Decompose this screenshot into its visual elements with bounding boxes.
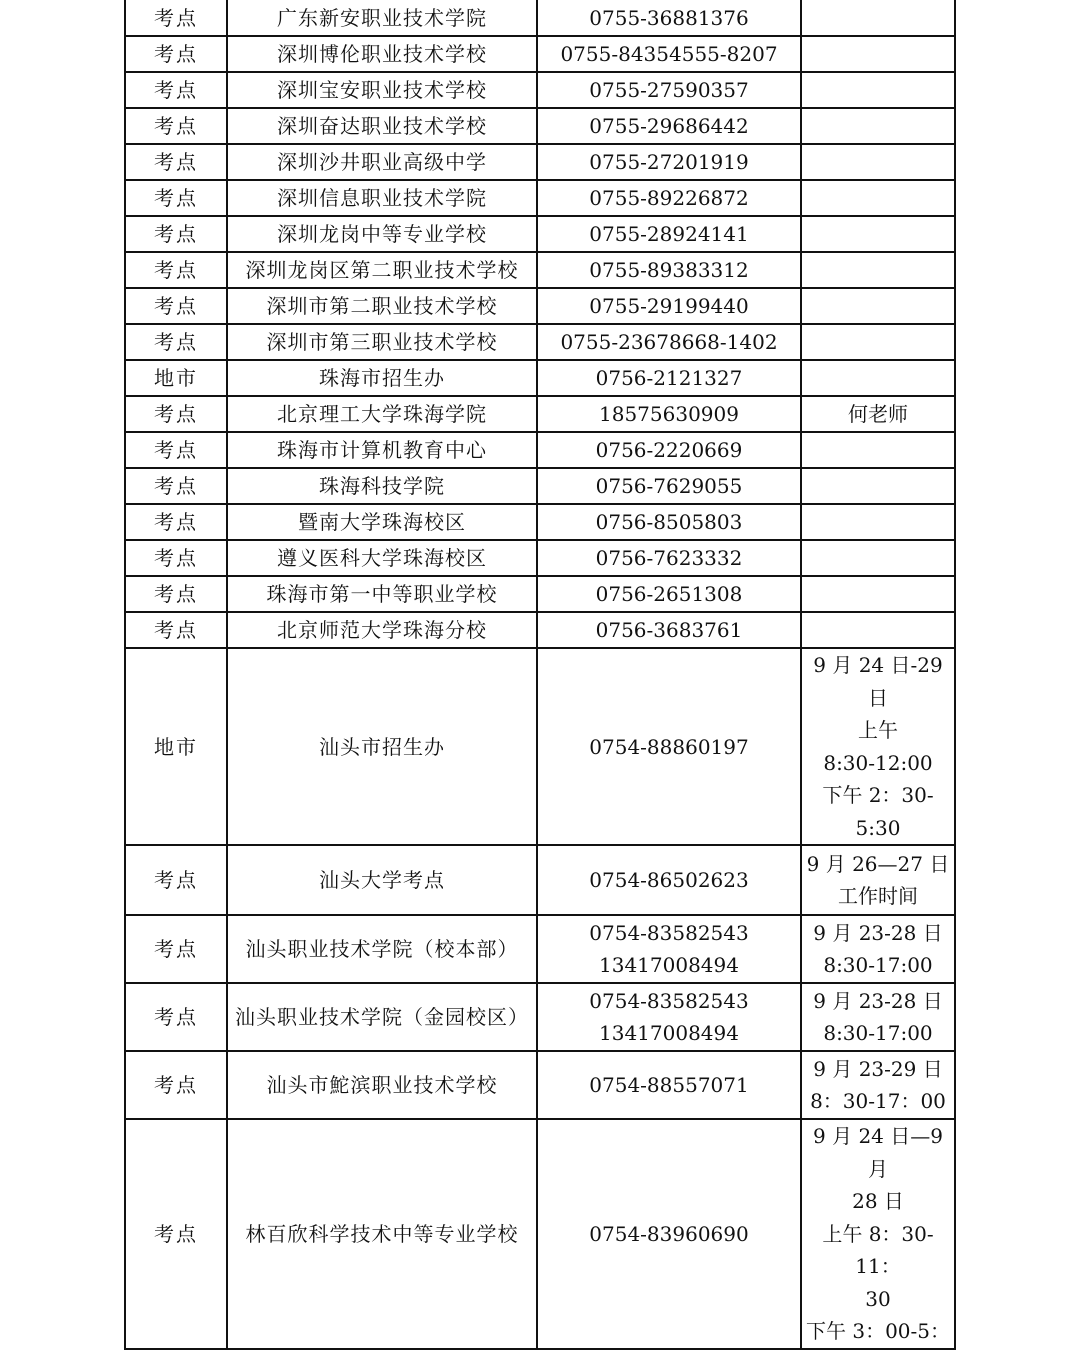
cell-institution-name: 深圳市第二职业技术学校 [227, 288, 537, 324]
cell-institution-name: 北京理工大学珠海学院 [227, 396, 537, 432]
cell-note [801, 288, 955, 324]
phone-number: 0755-29199440 [589, 294, 749, 318]
cell-note [801, 324, 955, 360]
table-row [125, 144, 955, 180]
cell-type: 考点 [125, 144, 227, 180]
cell-institution-name: 深圳宝安职业技术学校 [227, 72, 537, 108]
cell-phone [537, 576, 801, 612]
phone-number: 0755-89226872 [589, 186, 749, 210]
cell-note [801, 36, 955, 72]
cell-institution-name: 汕头市鮀滨职业技术学校 [227, 1051, 537, 1119]
cell-note [801, 845, 955, 915]
table-row [125, 72, 955, 108]
phone-number: 0755-27201919 [589, 150, 749, 174]
phone-number: 18575630909 [599, 402, 739, 426]
cell-type: 考点 [125, 845, 227, 915]
cell-institution-name: 汕头职业技术学院（金园校区） [227, 983, 537, 1051]
cell-institution-name: 广东新安职业技术学院 [227, 0, 537, 36]
phone-number: 0756-2651308 [595, 582, 743, 606]
cell-institution-name: 珠海市计算机教育中心 [227, 432, 537, 468]
note-line: 上午 8：30-11： [822, 1221, 934, 1278]
note-line: 何老师 [848, 401, 908, 426]
cell-note [801, 612, 955, 648]
phone-number: 0756-2220669 [595, 438, 743, 462]
cell-type: 考点 [125, 36, 227, 72]
note-line: 下午 3：00-5： [805, 1319, 950, 1343]
phone-number: 0754-83960690 [589, 1221, 749, 1246]
cell-type: 考点 [125, 432, 227, 468]
cell-type: 考点 [125, 72, 227, 108]
phone-number: 0755-28924141 [589, 222, 749, 246]
cell-phone [537, 324, 801, 360]
note-line: 8:30-12:00 [823, 750, 933, 775]
note-line: 30 [865, 1286, 891, 1311]
cell-phone [537, 983, 801, 1051]
cell-institution-name: 汕头大学考点 [227, 845, 537, 915]
phone-number: 0755-27590357 [589, 78, 749, 102]
table-row [125, 324, 955, 360]
cell-phone [537, 36, 801, 72]
table-row [125, 1051, 955, 1119]
cell-note [801, 983, 955, 1051]
cell-phone [537, 288, 801, 324]
phone-number: 0756-7629055 [595, 474, 743, 498]
table-row [125, 432, 955, 468]
cell-phone [537, 108, 801, 144]
cell-note [801, 180, 955, 216]
exam-contact-table [124, 0, 956, 1350]
cell-phone [537, 1119, 801, 1349]
table-row [125, 396, 955, 432]
cell-institution-name: 遵义医科大学珠海校区 [227, 540, 537, 576]
cell-phone [537, 180, 801, 216]
cell-note [801, 0, 955, 36]
cell-type: 考点 [125, 1119, 227, 1349]
table-row [125, 180, 955, 216]
table-row [125, 845, 955, 915]
cell-institution-name: 深圳市第三职业技术学校 [227, 324, 537, 360]
cell-institution-name: 珠海科技学院 [227, 468, 537, 504]
table-row [125, 252, 955, 288]
cell-type: 考点 [125, 504, 227, 540]
cell-note [801, 468, 955, 504]
cell-institution-name: 汕头职业技术学院（校本部） [227, 915, 537, 983]
note-line: 9 月 24 日-29 日 [813, 653, 943, 710]
table-row [125, 983, 955, 1051]
cell-institution-name: 深圳博伦职业技术学校 [227, 36, 537, 72]
cell-type: 考点 [125, 576, 227, 612]
cell-institution-name: 深圳龙岗中等专业学校 [227, 216, 537, 252]
cell-note [801, 576, 955, 612]
table-row [125, 504, 955, 540]
note-line: 上午 [858, 718, 898, 742]
phone-number: 0755-84354555-8207 [560, 42, 778, 66]
cell-type: 考点 [125, 108, 227, 144]
cell-type: 地市 [125, 360, 227, 396]
cell-phone [537, 144, 801, 180]
table-row [125, 0, 955, 36]
cell-phone [537, 468, 801, 504]
table-row [125, 576, 955, 612]
cell-note [801, 915, 955, 983]
cell-note [801, 72, 955, 108]
note-line: 9 月 24 日—9 月 [813, 1124, 943, 1181]
cell-type: 考点 [125, 396, 227, 432]
cell-phone [537, 845, 801, 915]
cell-type: 考点 [125, 612, 227, 648]
cell-phone [537, 72, 801, 108]
cell-type: 考点 [125, 1051, 227, 1119]
note-line: 8:30-17:00 [823, 953, 933, 977]
phone-number: 0754-83582543 [589, 989, 749, 1013]
phone-number: 0756-8505803 [595, 510, 743, 534]
cell-note [801, 396, 955, 432]
cell-phone [537, 504, 801, 540]
phone-number: 0754-88557071 [589, 1073, 749, 1097]
cell-institution-name: 深圳龙岗区第二职业技术学校 [227, 252, 537, 288]
note-line: 9 月 23-28 日 [813, 988, 943, 1013]
table-row [125, 216, 955, 252]
cell-phone [537, 252, 801, 288]
table-row [125, 915, 955, 983]
cell-institution-name: 林百欣科学技术中等专业学校 [227, 1119, 537, 1349]
table-row [125, 108, 955, 144]
phone-number: 0755-36881376 [589, 5, 749, 30]
cell-type: 考点 [125, 0, 227, 36]
table-row [125, 612, 955, 648]
cell-phone [537, 540, 801, 576]
note-line: 工作时间 [838, 884, 918, 908]
cell-phone [537, 360, 801, 396]
note-line: 8:30-17:00 [823, 1021, 933, 1045]
cell-type: 考点 [125, 324, 227, 360]
cell-note [801, 216, 955, 252]
note-line: 8：30-17：00 [810, 1089, 946, 1113]
note-line: 下午 2：30-5:30 [822, 783, 934, 840]
cell-institution-name: 珠海市招生办 [227, 360, 537, 396]
cell-note [801, 108, 955, 144]
table-row [125, 36, 955, 72]
cell-phone [537, 915, 801, 983]
cell-institution-name: 深圳信息职业技术学院 [227, 180, 537, 216]
cell-note [801, 1051, 955, 1119]
table-row [125, 360, 955, 396]
phone-number: 0754-86502623 [589, 868, 749, 892]
cell-institution-name: 暨南大学珠海校区 [227, 504, 537, 540]
phone-number: 0755-89383312 [589, 258, 749, 282]
cell-phone [537, 648, 801, 845]
note-line: 9 月 23-28 日 [813, 920, 943, 945]
cell-type: 考点 [125, 983, 227, 1051]
cell-institution-name: 深圳沙井职业高级中学 [227, 144, 537, 180]
cell-type: 考点 [125, 180, 227, 216]
phone-number: 0756-2121327 [595, 366, 743, 390]
cell-type: 考点 [125, 288, 227, 324]
cell-note [801, 360, 955, 396]
cell-note [801, 504, 955, 540]
phone-number: 0755-23678668-1402 [560, 330, 778, 354]
cell-phone [537, 216, 801, 252]
cell-institution-name: 汕头市招生办 [227, 648, 537, 845]
note-line: 9 月 23-29 日 [813, 1056, 943, 1081]
note-line: 28 日 [852, 1189, 904, 1213]
table-row [125, 540, 955, 576]
phone-number: 0756-3683761 [595, 618, 743, 642]
cell-note [801, 252, 955, 288]
cell-phone [537, 612, 801, 648]
phone-number: 0755-29686442 [589, 114, 749, 138]
phone-number: 13417008494 [599, 1021, 739, 1045]
cell-note [801, 144, 955, 180]
cell-phone [537, 1051, 801, 1119]
note-line: 9 月 26—27 日 [806, 851, 950, 876]
table-body [125, 0, 955, 1349]
cell-note [801, 432, 955, 468]
phone-number: 0754-83582543 [589, 921, 749, 945]
cell-note [801, 1119, 955, 1349]
cell-institution-name: 深圳奋达职业技术学校 [227, 108, 537, 144]
cell-phone [537, 432, 801, 468]
phone-number: 0754-88860197 [589, 734, 749, 759]
phone-number: 0756-7623332 [595, 546, 743, 570]
cell-phone [537, 396, 801, 432]
cell-type: 考点 [125, 915, 227, 983]
cell-type: 考点 [125, 468, 227, 504]
cell-type: 考点 [125, 216, 227, 252]
cell-type: 考点 [125, 252, 227, 288]
cell-institution-name: 北京师范大学珠海分校 [227, 612, 537, 648]
cell-type: 地市 [125, 648, 227, 845]
cell-type: 考点 [125, 540, 227, 576]
cell-note [801, 648, 955, 845]
table-row [125, 468, 955, 504]
table-row [125, 1119, 955, 1349]
table-row [125, 288, 955, 324]
phone-number: 13417008494 [599, 953, 739, 977]
table-row [125, 648, 955, 845]
cell-institution-name: 珠海市第一中等职业学校 [227, 576, 537, 612]
cell-phone [537, 0, 801, 36]
cell-note [801, 540, 955, 576]
